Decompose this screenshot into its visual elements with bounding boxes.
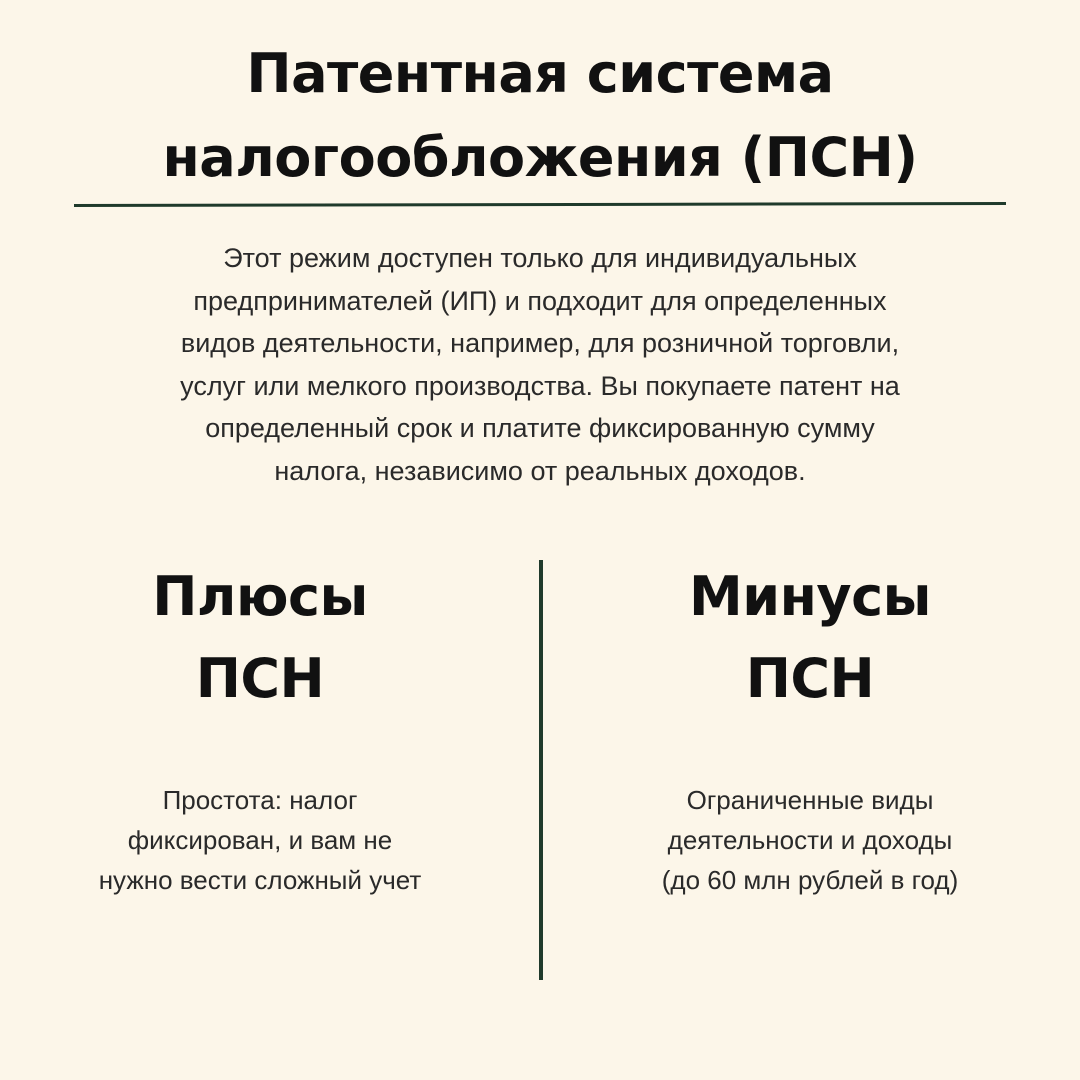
- intro-line: Этот режим доступен только для индивидуальных: [223, 243, 857, 273]
- pros-text-line: нужно вести сложный учет: [98, 865, 422, 895]
- cons-heading-line: Минусы: [689, 565, 931, 628]
- pros-text: [0, 780, 520, 900]
- pros-heading: [0, 556, 520, 720]
- intro-line: предпринимателей (ИП) и подходит для определенных: [193, 285, 887, 316]
- cons-text-line: Ограниченные виды: [686, 785, 934, 815]
- pros-heading-line: ПСН: [195, 647, 325, 710]
- title-line-2: налогообложения (ПСН): [162, 126, 918, 189]
- pros-text-line: фиксирован, и вам не: [127, 825, 393, 855]
- intro-paragraph: [60, 237, 1020, 492]
- pros-text-line: Простота: налог: [162, 785, 358, 815]
- page-title: [0, 32, 1080, 200]
- cons-heading-line: ПСН: [745, 647, 875, 710]
- intro-line: налога, независимо от реальных доходов.: [274, 455, 806, 486]
- cons-text: [550, 780, 1070, 900]
- pros-heading-line: Плюсы: [152, 565, 368, 628]
- title-line-1: Патентная система: [246, 42, 834, 105]
- title-divider: [74, 202, 1006, 207]
- pros-column: [0, 556, 520, 900]
- cons-text-line: (до 60 млн рублей в год): [661, 865, 959, 895]
- cons-column: [550, 556, 1070, 900]
- cons-heading: [550, 556, 1070, 720]
- intro-line: определенный срок и платите фиксированную сумму: [205, 413, 875, 443]
- cons-text-line: деятельности и доходы: [667, 825, 953, 855]
- intro-line: услуг или мелкого производства. Вы покупаете патент на: [180, 370, 900, 401]
- intro-line: видов деятельности, например, для розничной торговли,: [180, 328, 900, 358]
- column-divider: [539, 560, 543, 980]
